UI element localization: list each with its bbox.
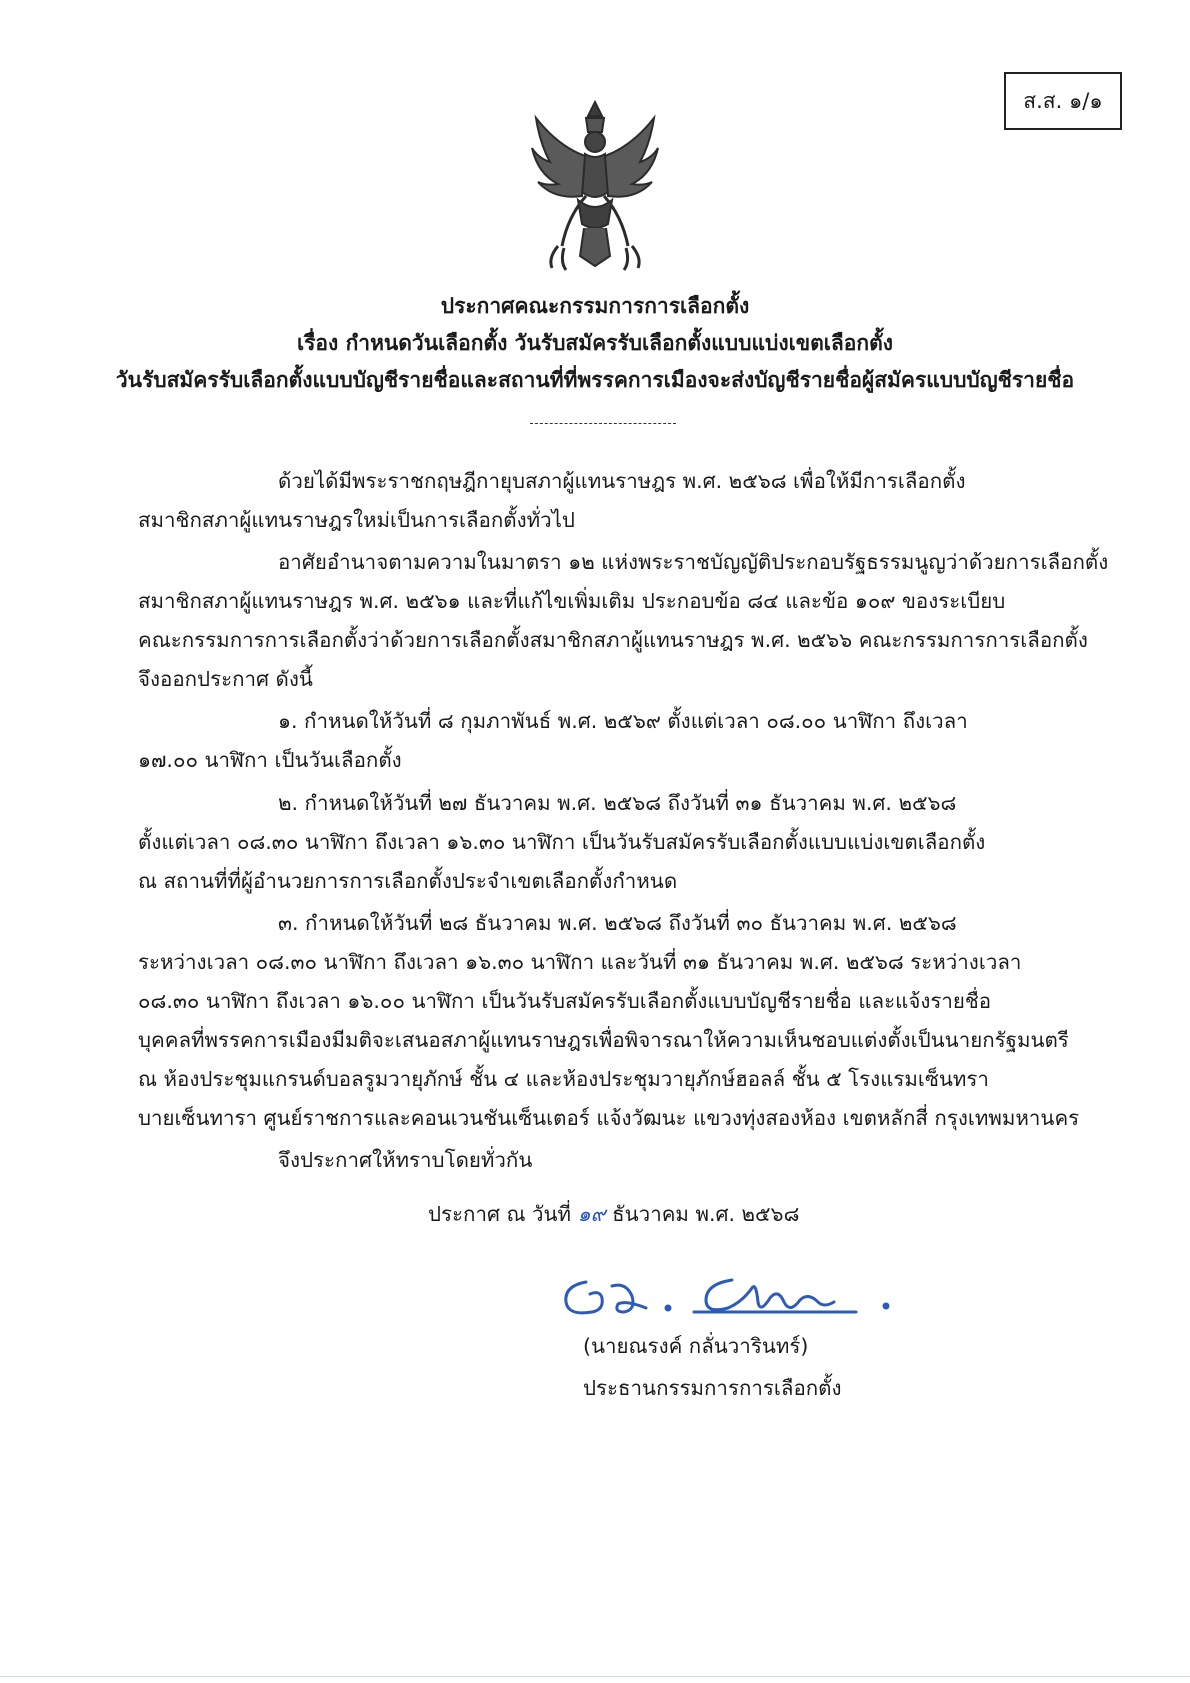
body-line: ตั้งแต่เวลา ๐๘.๓๐ นาฬิกา ถึงเวลา ๑๖.๓๐ นาฬิกา เป็นวันรับสมัครรับเลือกตั้งแบบแบ่งเขตเลือกตั้ง (138, 830, 986, 854)
date-prefix: ประกาศ ณ วันที่ (428, 1202, 572, 1226)
date-day: ๑๙ (577, 1202, 606, 1226)
garuda-emblem (528, 96, 662, 274)
body-line: ๑๗.๐๐ นาฬิกา เป็นวันเลือกตั้ง (138, 748, 402, 772)
document-code: ส.ส. ๑/๑ (1023, 88, 1103, 113)
body-line: สมาชิกสภาผู้แทนราษฎรใหม่เป็นการเลือกตั้งทั่วไป (138, 508, 575, 532)
signer-name: (นายณรงค์ กลั่นวารินทร์) (583, 1334, 809, 1358)
body-line: ระหว่างเวลา ๐๘.๓๐ นาฬิกา ถึงเวลา ๑๖.๓๐ นาฬิกา และวันที่ ๓๑ ธันวาคม พ.ศ. ๒๕๖๘ ระหว่างเวลา (138, 950, 1022, 974)
announcement-subject: เรื่อง กำหนดวันเลือกตั้ง วันรับสมัครรับเลือกตั้งแบบแบ่งเขตเลือกตั้ง (296, 331, 894, 355)
announcement-title: ประกาศคณะกรรมการการเลือกตั้ง (440, 294, 750, 318)
body-line: ๓. กำหนดให้วันที่ ๒๘ ธันวาคม พ.ศ. ๒๕๖๘ ถึงวันที่ ๓๐ ธันวาคม พ.ศ. ๒๕๖๘ (278, 911, 957, 935)
body-line: คณะกรรมการการเลือกตั้งว่าด้วยการเลือกตั้งสมาชิกสภาผู้แทนราษฎร พ.ศ. ๒๕๖๖ คณะกรรมการการเลือกตั้ง (138, 628, 1088, 652)
body-line: ณ สถานที่ที่ผู้อำนวยการการเลือกตั้งประจำเขตเลือกตั้งกำหนด (138, 869, 678, 893)
body-line: สมาชิกสภาผู้แทนราษฎร พ.ศ. ๒๕๖๑ และที่แก้ไขเพิ่มเติม ประกอบข้อ ๘๔ และข้อ ๑๐๙ ของระเบียบ (138, 589, 1006, 613)
date-suffix: ธันวาคม พ.ศ. ๒๕๖๘ (612, 1202, 800, 1226)
title-separator (530, 423, 676, 424)
body-line: ๒. กำหนดให้วันที่ ๒๗ ธันวาคม พ.ศ. ๒๕๖๘ ถึงวันที่ ๓๑ ธันวาคม พ.ศ. ๒๕๖๘ (278, 791, 957, 815)
body-line: ณ ห้องประชุมแกรนด์บอลรูมวายุภักษ์ ชั้น ๔ และห้องประชุมวายุภักษ์ฮอลล์ ชั้น ๕ โรงแรมเซ็นทรา (138, 1067, 989, 1091)
announcement-date (428, 1198, 799, 1231)
announcement-subject-continued: วันรับสมัครรับเลือกตั้งแบบบัญชีรายชื่อและสถานที่ที่พรรคการเมืองจะส่งบัญชีรายชื่อผู้สมัครแบบบัญชีรายชื่อ (115, 368, 1075, 392)
handwritten-signature (556, 1262, 916, 1324)
closing-line: จึงประกาศให้ทราบโดยทั่วกัน (278, 1148, 533, 1172)
body-line: จึงออกประกาศ ดังนี้ (138, 667, 313, 691)
body-line: ๑. กำหนดให้วันที่ ๘ กุมภาพันธ์ พ.ศ. ๒๕๖๙ ตั้งแต่เวลา ๐๘.๐๐ นาฬิกา ถึงเวลา (278, 709, 968, 733)
body-line: ด้วยได้มีพระราชกฤษฎีกายุบสภาผู้แทนราษฎร พ.ศ. ๒๕๖๘ เพื่อให้มีการเลือกตั้ง (278, 469, 966, 493)
body-line: บายเซ็นทารา ศูนย์ราชการและคอนเวนชันเซ็นเตอร์ แจ้งวัฒนะ แขวงทุ่งสองห้อง เขตหลักสี่ กรุงเทพมหานคร (138, 1106, 1080, 1130)
signer-position: ประธานกรรมการการเลือกตั้ง (583, 1376, 842, 1400)
body-line: อาศัยอำนาจตามความในมาตรา ๑๒ แห่งพระราชบัญญัติประกอบรัฐธรรมนูญว่าด้วยการเลือกตั้ง (278, 550, 1109, 574)
document-code-box (1004, 72, 1122, 130)
body-line: ๐๘.๓๐ นาฬิกา ถึงเวลา ๑๖.๐๐ นาฬิกา เป็นวันรับสมัครรับเลือกตั้งแบบบัญชีรายชื่อ และแจ้งรายชื่อ (138, 989, 992, 1013)
page-bottom-edge (0, 1676, 1190, 1677)
body-line: บุคคลที่พรรคการเมืองมีมติจะเสนอสภาผู้แทนราษฎรเพื่อพิจารณาให้ความเห็นชอบแต่งตั้งเป็นนายกรัฐมนตรี (138, 1028, 1069, 1052)
